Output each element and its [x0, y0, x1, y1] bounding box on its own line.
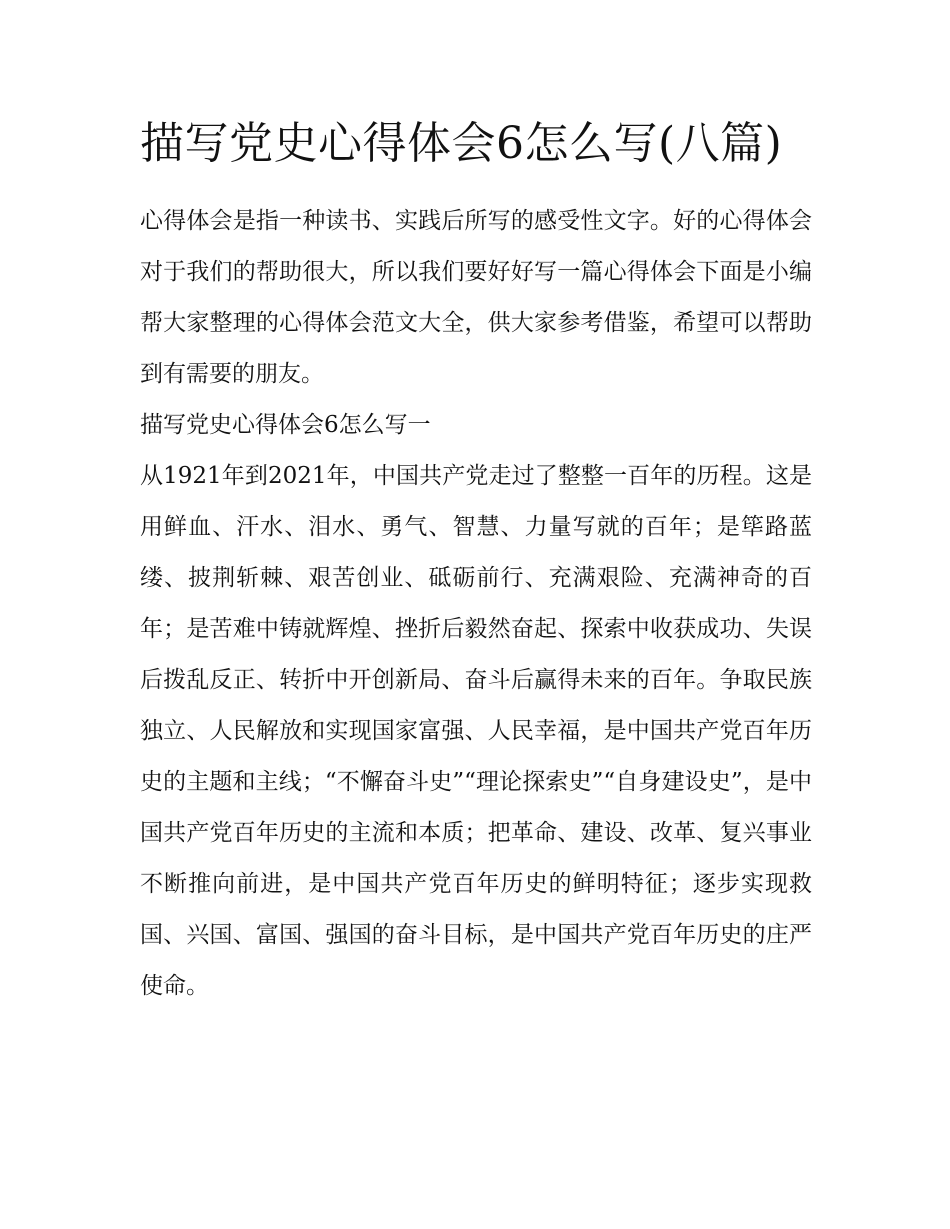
document-title: 描写党史心得体会6怎么写(八篇)	[140, 118, 783, 169]
body-paragraph: 从1921年到2021年，中国共产党走过了整整一百年的历程。这是用鲜血、汗水、泪水、勇气、智慧、力量写就的百年；是筚路蓝缕、披荆斩棘、艰苦创业、砥砺前行、充满艰险、充满神奇的百年；是苦难中铸就辉煌、挫折后毅然奋起、探索中收获成功、失误后拨乱反正、转折中开创新局、奋斗后赢得未来的百年。争取民族独立、人民解放和实现国家富强、人民幸福，是中国共产党百年历史的主题和主线；“不懈奋斗史”“理论探索史”“自身建设史”，是中国共产党百年历史的主流和本质；把革命、建设、改革、复兴事业不断推向前进，是中国共产党百年历史的鲜明特征；逐步实现救国、兴国、富国、强国的奋斗目标，是中国共产党百年历史的庄严使命。	[140, 463, 812, 999]
intro-paragraph: 心得体会是指一种读书、实践后所写的感受性文字。好的心得体会对于我们的帮助很大，所以我们要好好写一篇心得体会下面是小编帮大家整理的心得体会范文大全，供大家参考借鉴，希望可以帮助到有需要的朋友。	[140, 208, 812, 387]
section-heading: 描写党史心得体会6怎么写一	[140, 412, 431, 438]
document-page	[140, 112, 812, 1012]
